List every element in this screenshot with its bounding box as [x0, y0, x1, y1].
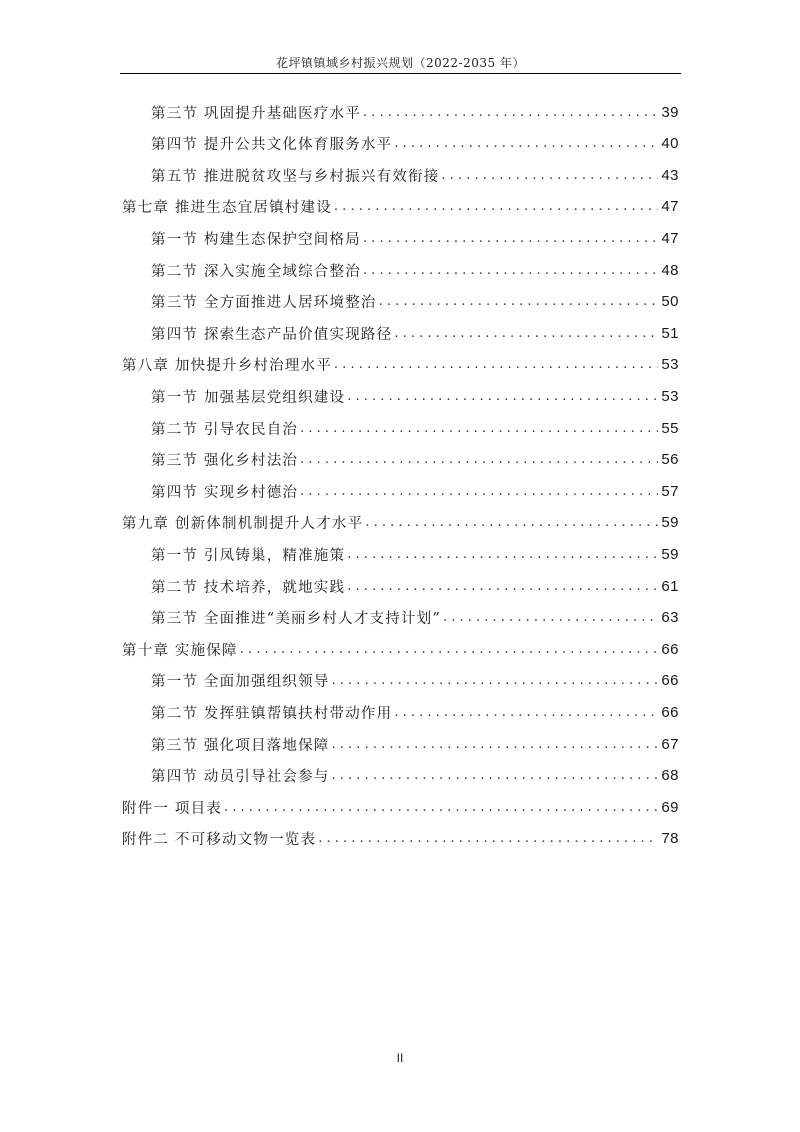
toc-entry-page-number: 50: [661, 293, 679, 311]
toc-dot-leader: [347, 579, 658, 594]
toc-entry-page-number: 63: [661, 609, 679, 627]
toc-entry-label: 第三节 强化乡村法治: [151, 453, 299, 470]
toc-entry-page-number: 66: [661, 672, 679, 690]
toc-dot-leader: [334, 199, 658, 214]
toc-entry-label: 第三节 强化项目落地保障: [151, 737, 330, 754]
toc-dot-leader: [300, 484, 658, 499]
toc-chapter-entry[interactable]: [122, 637, 679, 661]
toc-entry-page-number: 40: [661, 135, 679, 153]
toc-dot-leader: [300, 421, 658, 436]
toc-dot-leader: [300, 452, 658, 467]
toc-section-entry[interactable]: [151, 100, 679, 124]
toc-section-entry[interactable]: [151, 574, 679, 598]
toc-entry-label: 第一节 加强基层党组织建设: [151, 389, 346, 406]
toc-section-entry[interactable]: [151, 416, 679, 440]
toc-chapter-entry[interactable]: [122, 795, 679, 819]
toc-section-entry[interactable]: [151, 384, 679, 408]
toc-entry-page-number: 66: [661, 640, 679, 658]
toc-entry-label: 第二节 技术培养，就地实践: [151, 579, 346, 596]
toc-dot-leader: [441, 168, 658, 183]
toc-dot-leader: [394, 705, 658, 720]
toc-entry-page-number: 43: [661, 166, 679, 184]
toc-entry-page-number: 51: [661, 324, 679, 342]
toc-entry-page-number: 53: [661, 356, 679, 374]
toc-dot-leader: [365, 515, 658, 530]
toc-section-entry[interactable]: [151, 479, 679, 503]
toc-section-entry[interactable]: [151, 163, 679, 187]
toc-section-entry[interactable]: [151, 542, 679, 566]
toc-dot-leader: [363, 105, 658, 120]
page-number: II: [396, 1051, 404, 1065]
toc-entry-page-number: 39: [661, 103, 679, 121]
toc-section-entry[interactable]: [151, 321, 679, 345]
toc-section-entry[interactable]: [151, 764, 679, 788]
toc-dot-leader: [394, 326, 658, 341]
toc-entry-page-number: 66: [661, 703, 679, 721]
toc-entry-label: 附件二 不可移动文物一览表: [122, 832, 317, 849]
toc-entry-page-number: 53: [661, 387, 679, 405]
toc-entry-label: 附件一 项目表: [122, 800, 223, 817]
page-header-title: 花坪镇镇域乡村振兴规划（2022-2035 年）: [276, 56, 525, 70]
toc-dot-leader: [332, 737, 659, 752]
toc-entry-page-number: 47: [661, 198, 679, 216]
toc-entry-page-number: 59: [661, 514, 679, 532]
header-rule: [120, 73, 681, 74]
toc-section-entry[interactable]: [151, 290, 679, 314]
toc-chapter-entry[interactable]: [122, 827, 679, 851]
toc-chapter-entry[interactable]: [122, 511, 679, 535]
toc-section-entry[interactable]: [151, 700, 679, 724]
toc-entry-label: 第十章 实施保障: [122, 642, 238, 659]
toc-entry-label: 第二节 深入实施全域综合整治: [151, 263, 361, 280]
toc-section-entry[interactable]: [151, 132, 679, 156]
toc-section-entry[interactable]: [151, 732, 679, 756]
toc-entry-label: 第二节 发挥驻镇帮镇扶村带动作用: [151, 705, 393, 722]
toc-section-entry[interactable]: [151, 258, 679, 282]
toc-entry-label: 第五节 推进脱贫攻坚与乡村振兴有效衔接: [151, 168, 440, 185]
toc-dot-leader: [332, 673, 659, 688]
toc-dot-leader: [379, 294, 659, 309]
toc-section-entry[interactable]: [151, 669, 679, 693]
toc-entry-page-number: 56: [661, 451, 679, 469]
toc-dot-leader: [363, 231, 658, 246]
toc-entry-label: 第八章 加快提升乡村治理水平: [122, 358, 332, 375]
toc-dot-leader: [332, 768, 659, 783]
toc-entry-label: 第三节 巩固提升基础医疗水平: [151, 105, 361, 122]
toc-dot-leader: [224, 800, 658, 815]
toc-entry-page-number: 67: [661, 735, 679, 753]
toc-dot-leader: [334, 357, 658, 372]
toc-entry-label: 第三节 全面推进“美丽乡村人才支持计划”: [151, 611, 441, 628]
toc-section-entry[interactable]: [151, 606, 679, 630]
toc-chapter-entry[interactable]: [122, 195, 679, 219]
toc-entry-label: 第一节 引凤铸巢，精准施策: [151, 547, 346, 564]
toc-entry-page-number: 47: [661, 229, 679, 247]
toc-dot-leader: [240, 642, 659, 657]
toc-entry-label: 第四节 提升公共文化体育服务水平: [151, 137, 393, 154]
toc-dot-leader: [394, 136, 658, 151]
toc-entry-page-number: 59: [661, 545, 679, 563]
toc-section-entry[interactable]: [151, 448, 679, 472]
toc-entry-label: 第四节 探索生态产品价值实现路径: [151, 326, 393, 343]
toc-entry-page-number: 61: [661, 577, 679, 595]
toc-dot-leader: [443, 610, 658, 625]
toc-section-entry[interactable]: [151, 226, 679, 250]
toc-dot-leader: [318, 831, 658, 846]
toc-entry-label: 第七章 推进生态宜居镇村建设: [122, 200, 332, 217]
toc-entry-label: 第四节 动员引导社会参与: [151, 769, 330, 786]
toc-entry-page-number: 69: [661, 798, 679, 816]
toc-entry-page-number: 57: [661, 482, 679, 500]
toc-entry-page-number: 55: [661, 419, 679, 437]
toc-dot-leader: [347, 547, 658, 562]
toc-entry-page-number: 68: [661, 767, 679, 785]
toc-entry-label: 第九章 创新体制机制提升人才水平: [122, 516, 364, 533]
toc-entry-label: 第一节 全面加强组织领导: [151, 674, 330, 691]
toc-chapter-entry[interactable]: [122, 353, 679, 377]
toc-entry-label: 第一节 构建生态保护空间格局: [151, 231, 361, 248]
toc-entry-page-number: 48: [661, 261, 679, 279]
toc-entry-label: 第四节 实现乡村德治: [151, 484, 299, 501]
toc-entry-label: 第二节 引导农民自治: [151, 421, 299, 438]
toc-dot-leader: [363, 263, 658, 278]
toc-entry-label: 第三节 全方面推进人居环境整治: [151, 295, 377, 312]
toc-dot-leader: [347, 389, 658, 404]
toc-entry-page-number: 78: [661, 830, 679, 848]
